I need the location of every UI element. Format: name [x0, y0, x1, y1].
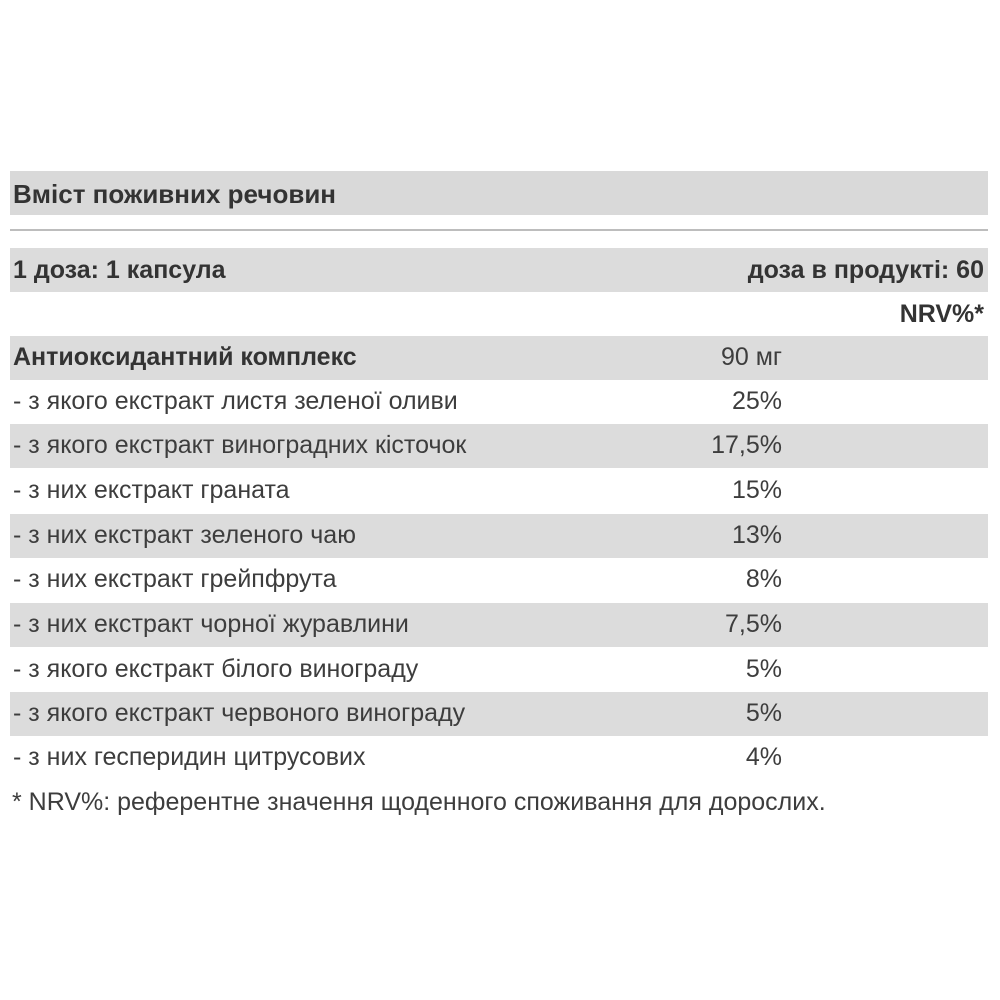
footnote: * NRV%: референтне значення щоденного споживання для дорослих. [12, 788, 826, 816]
serving-label: 1 доза: 1 капсула [13, 256, 226, 284]
nutrient-amount: 7,5% [725, 610, 782, 638]
nutrient-amount: 8% [745, 565, 782, 593]
nutrient-name: - з якого екстракт виноградних кісточок [13, 431, 467, 459]
nutrient-amount: 90 мг [720, 343, 782, 371]
table-row [10, 469, 988, 513]
table-row [10, 336, 988, 380]
nutrient-name: - з них екстракт граната [13, 476, 290, 504]
nutrient-amount: 5% [745, 655, 782, 683]
table-row [10, 736, 988, 780]
nutrient-amount: 25% [731, 387, 782, 415]
nrv-header: NRV%* [899, 300, 984, 328]
divider [10, 229, 988, 231]
table-row [10, 380, 988, 424]
nutrient-name: - з них екстракт грейпфрута [13, 565, 337, 593]
nutrient-amount: 13% [731, 521, 782, 549]
nutrient-amount: 5% [745, 699, 782, 727]
nutrient-amount: 15% [731, 476, 782, 504]
nrv-header-row [10, 292, 988, 336]
nutrient-amount: 4% [745, 743, 782, 771]
nutrient-name: - з якого екстракт червоного винограду [13, 699, 466, 727]
table-title: Вміст поживних речовин [13, 179, 337, 209]
serving-row [10, 248, 988, 292]
table-row [10, 648, 988, 692]
nutrient-name: - з якого екстракт листя зеленої оливи [13, 387, 458, 415]
table-title-bar [10, 171, 988, 215]
table-row [10, 514, 988, 558]
table-row [10, 424, 988, 468]
nutrient-name: - з них екстракт чорної журавлини [13, 610, 409, 638]
nutrient-name: - з них гесперидин цитрусових [13, 743, 366, 771]
nutrient-name: - з якого екстракт білого винограду [13, 655, 419, 683]
table-row [10, 603, 988, 647]
table-row [10, 558, 988, 602]
servings-per-product: доза в продукті: 60 [747, 256, 984, 284]
table-row [10, 692, 988, 736]
nutrient-name: - з них екстракт зеленого чаю [13, 521, 356, 549]
nutrient-name: Антиоксидантний комплекс [13, 343, 357, 371]
nutrient-amount: 17,5% [711, 431, 782, 459]
